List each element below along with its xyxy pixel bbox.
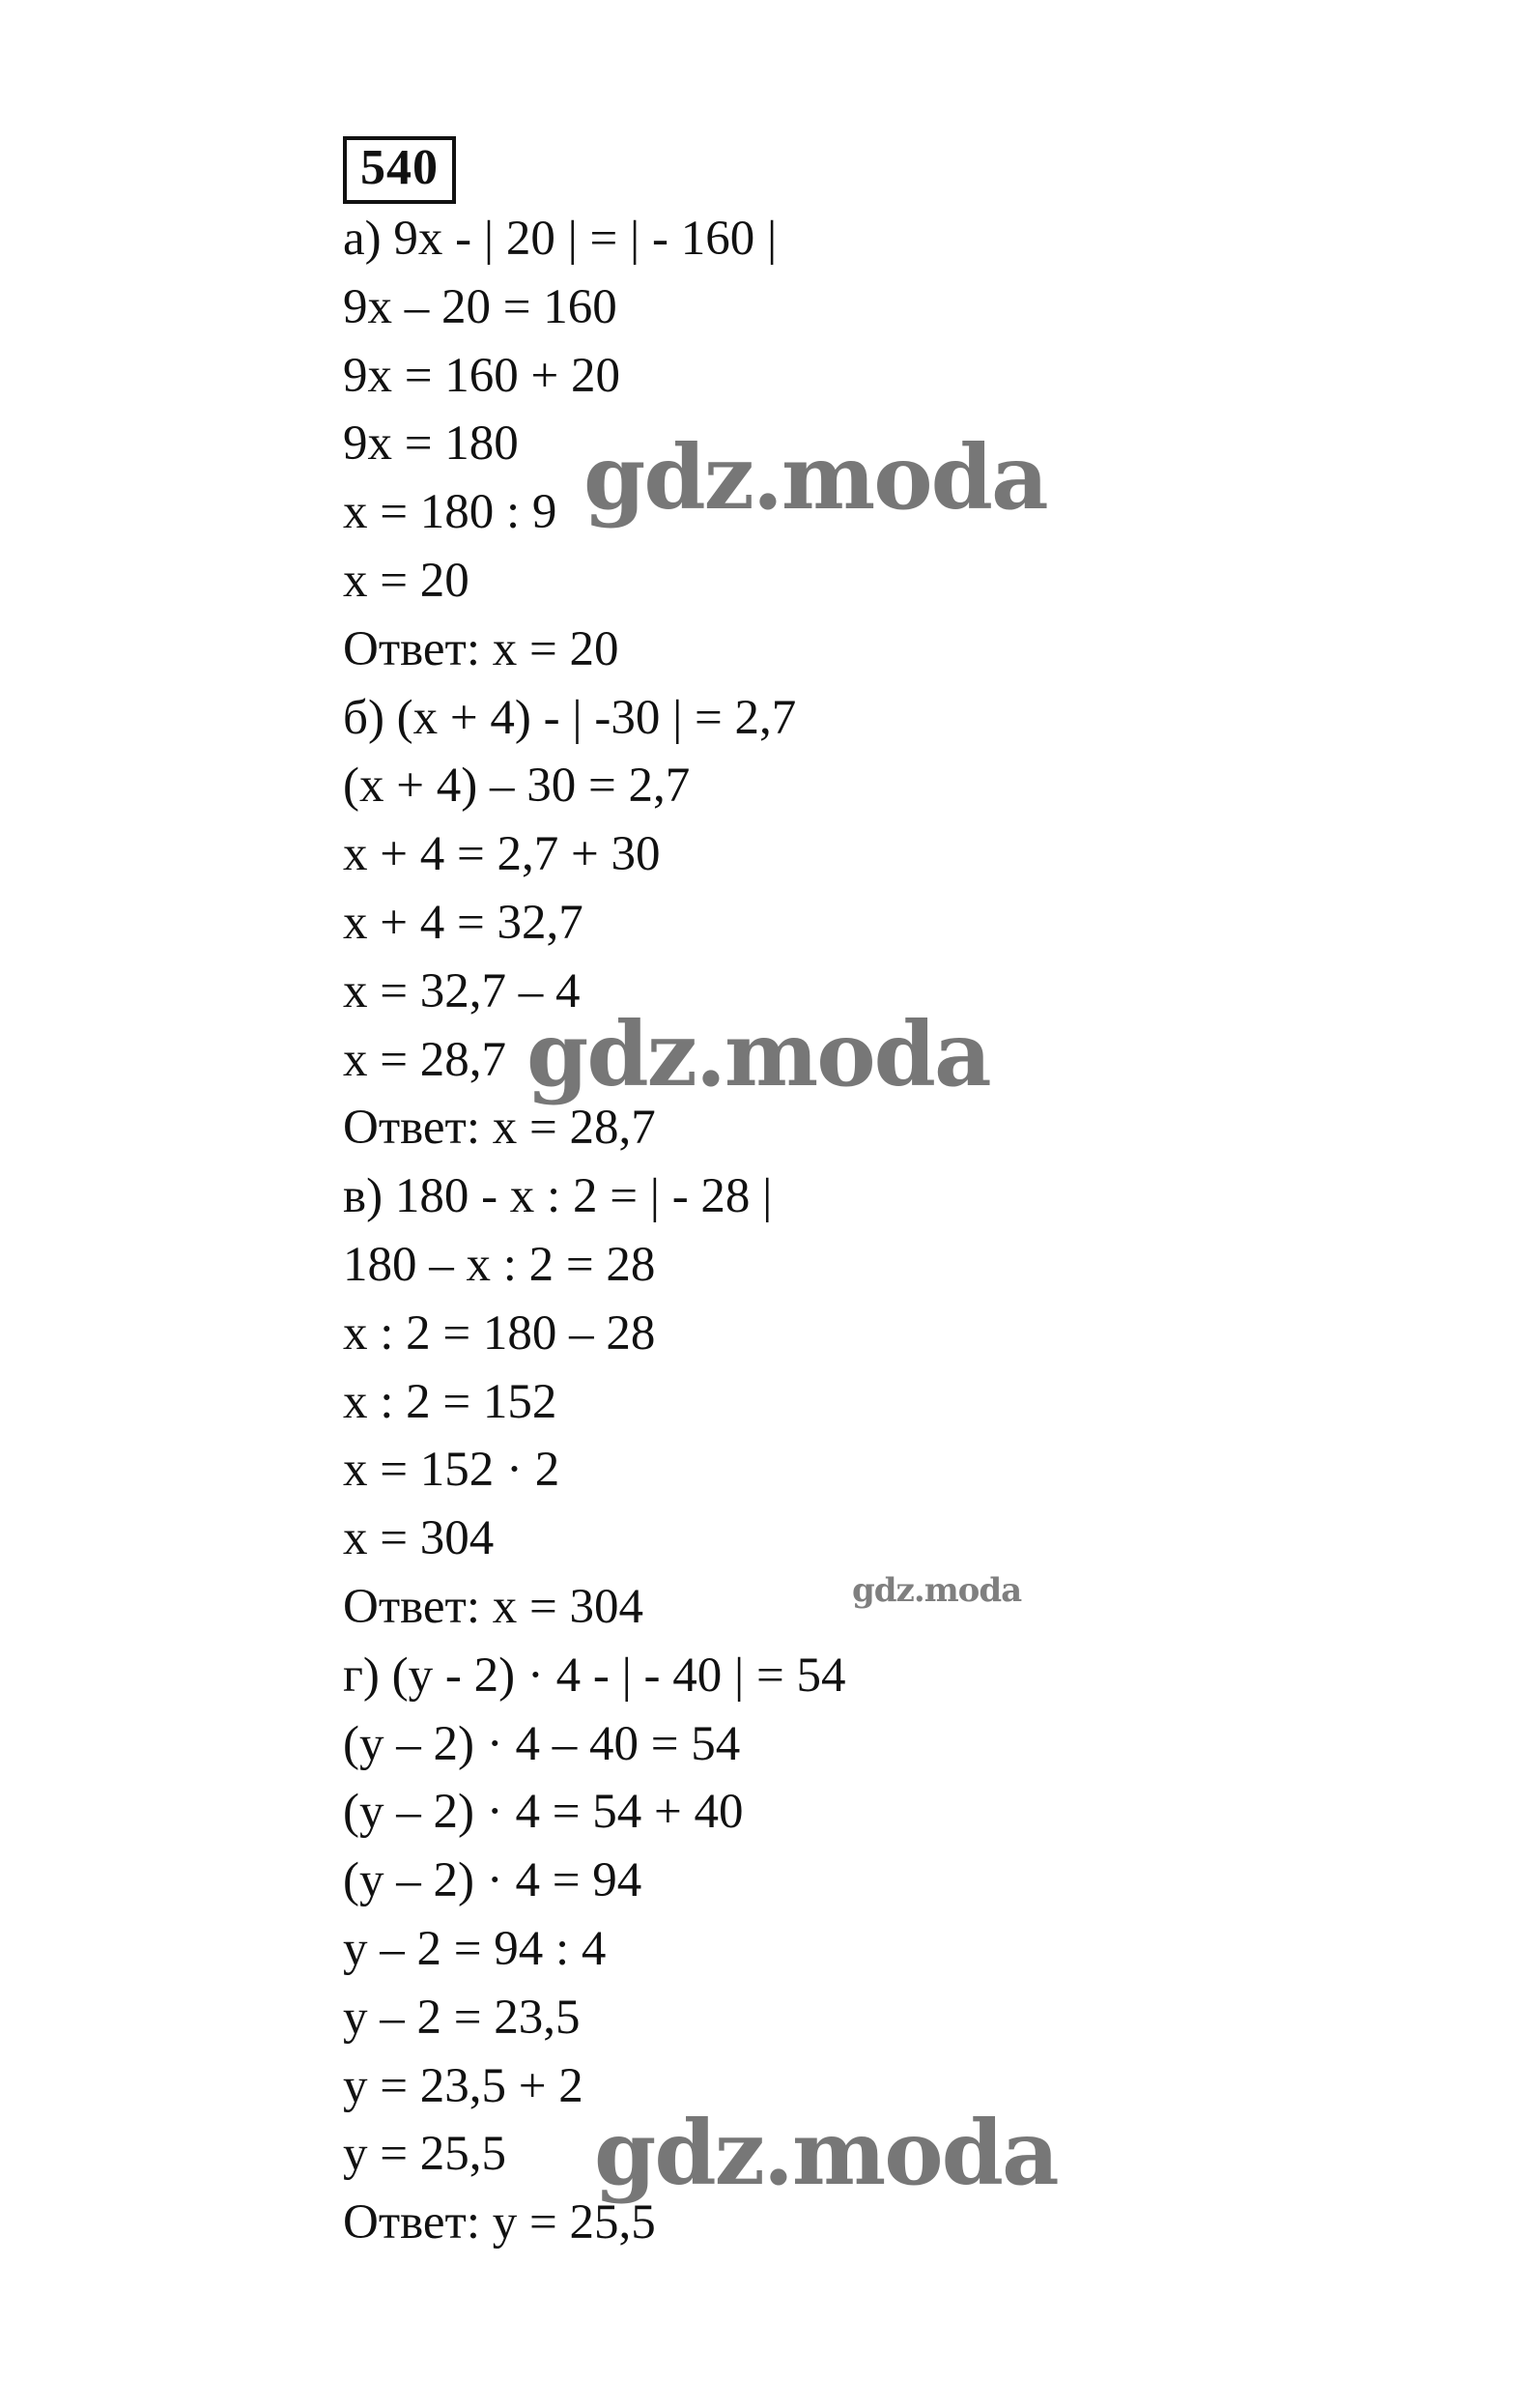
solution-line: y = 23,5 + 2 [343, 2058, 583, 2113]
solution-text [343, 205, 1212, 2257]
solution-line: а) 9x - | 20 | = | - 160 | [343, 212, 778, 266]
answer-line: Ответ: x = 304 [343, 1579, 644, 1634]
answer-line: Ответ: y = 25,5 [343, 2195, 656, 2250]
solution-line: 180 – x : 2 = 28 [343, 1237, 656, 1292]
solution-line: (y – 2) · 4 = 54 + 40 [343, 1785, 744, 1840]
solution-line: 9x = 180 [343, 416, 519, 472]
task-number-box: 540 [343, 136, 456, 204]
solution-line: x + 4 = 2,7 + 30 [343, 827, 661, 882]
watermark: gdz.moda [594, 2101, 1058, 2205]
solution-line: (x + 4) – 30 = 2,7 [343, 759, 691, 814]
solution-line: x = 304 [343, 1511, 495, 1566]
solution-line: (y – 2) · 4 = 94 [343, 1853, 642, 1908]
solution-line: x = 32,7 – 4 [343, 963, 581, 1018]
solution-line: x = 152 · 2 [343, 1443, 560, 1498]
solution-line: в) 180 - x : 2 = | - 28 | [343, 1169, 773, 1224]
solution-line: б) (x + 4) - | -30 | = 2,7 [343, 690, 797, 745]
solution-line: y = 25,5 [343, 2127, 507, 2182]
solution-line: x : 2 = 180 – 28 [343, 1305, 656, 1361]
solution-line: г) (y - 2) · 4 - | - 40 | = 54 [343, 1648, 846, 1703]
solution-line: x + 4 = 32,7 [343, 895, 583, 950]
watermark: gdz.moda [526, 1002, 990, 1106]
solution-line: x = 180 : 9 [343, 485, 557, 540]
watermark: gdz.moda [583, 425, 1047, 530]
solution-line: 9x – 20 = 160 [343, 279, 617, 334]
solution-line: x = 20 [343, 553, 469, 608]
solution-line: 9x = 160 + 20 [343, 348, 621, 403]
solution-line: y – 2 = 23,5 [343, 1990, 581, 2045]
solution-line: x = 28,7 [343, 1032, 507, 1087]
solution-line: (y – 2) · 4 – 40 = 54 [343, 1716, 741, 1771]
answer-line: Ответ: x = 20 [343, 621, 619, 676]
watermark: gdz.moda [852, 1571, 1022, 1610]
answer-line: Ответ: x = 28,7 [343, 1101, 656, 1156]
solution-line: x : 2 = 152 [343, 1374, 557, 1429]
solution-line: y – 2 = 94 : 4 [343, 1921, 607, 1976]
